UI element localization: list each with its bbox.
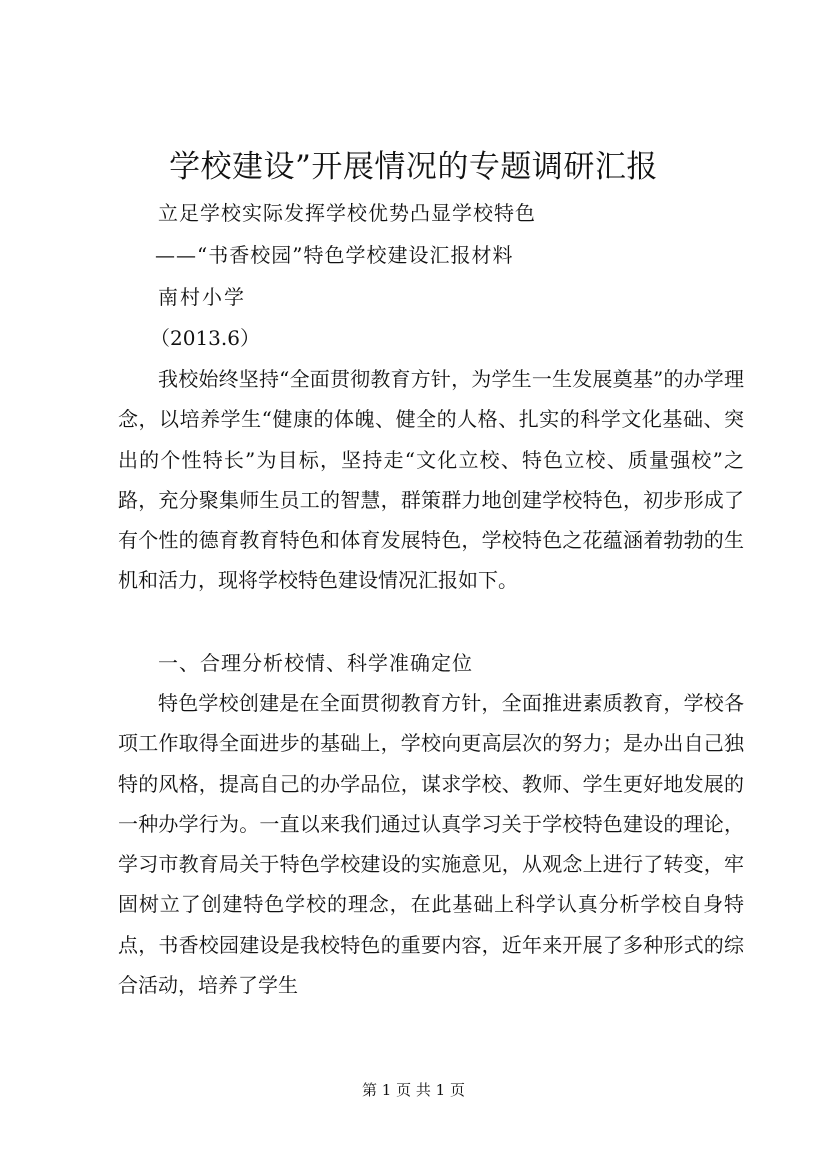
subtitle-line-1: 立足学校实际发挥学校优势凸显学校特色 — [158, 201, 536, 225]
subtitle-line-2: ——“书香校园”特色学校建设汇报材料 — [155, 243, 514, 267]
page-footer: 第 1 页 共 1 页 — [362, 1081, 465, 1099]
body-paragraph-2: 特色学校创建是在全面贯彻教育方针，全面推进素质教育，学校各项工作取得全面进步的基础上，学校向更高层次的努力；是办出自己独特的风格，提高自己的办学品位，谋求学校、教师、学生更好地发展的一种办学行为。一直以来我们通过认真学习关于学校特色建设的理论，学习市教育局关于特色学校建设的实施意见，从观念上进行了转变，牢固树立了创建特色学校的理念，在此基础上科学认真分析学校自身特点，书香校园建设是我校特色的重要内容，近年来开展了多种形式的综合活动，培养了学生 — [118, 691, 744, 998]
report-date: （2013.6） — [150, 326, 260, 350]
document-title: 学校建设”开展情况的专题调研汇报 — [169, 149, 658, 185]
body-paragraph-1: 我校始终坚持“全面贯彻教育方针，为学生一生发展奠基”的办学理念，以培养学生“健康的体魄、健全的人格、扎实的科学文化基础、突出的个性特长”为目标，坚持走“文化立校、特色立校、质量强校”之路，充分聚集师生员工的智慧，群策群力地创建学校特色，初步形成了有个性的德育教育特色和体育发展特色，学校特色之花蕴涵着勃勃的生机和活力，现将学校特色建设情况汇报如下。 — [118, 367, 744, 593]
section-heading-1: 一、合理分析校情、科学准确定位 — [158, 651, 473, 675]
school-name: 南村小学 — [158, 285, 246, 309]
